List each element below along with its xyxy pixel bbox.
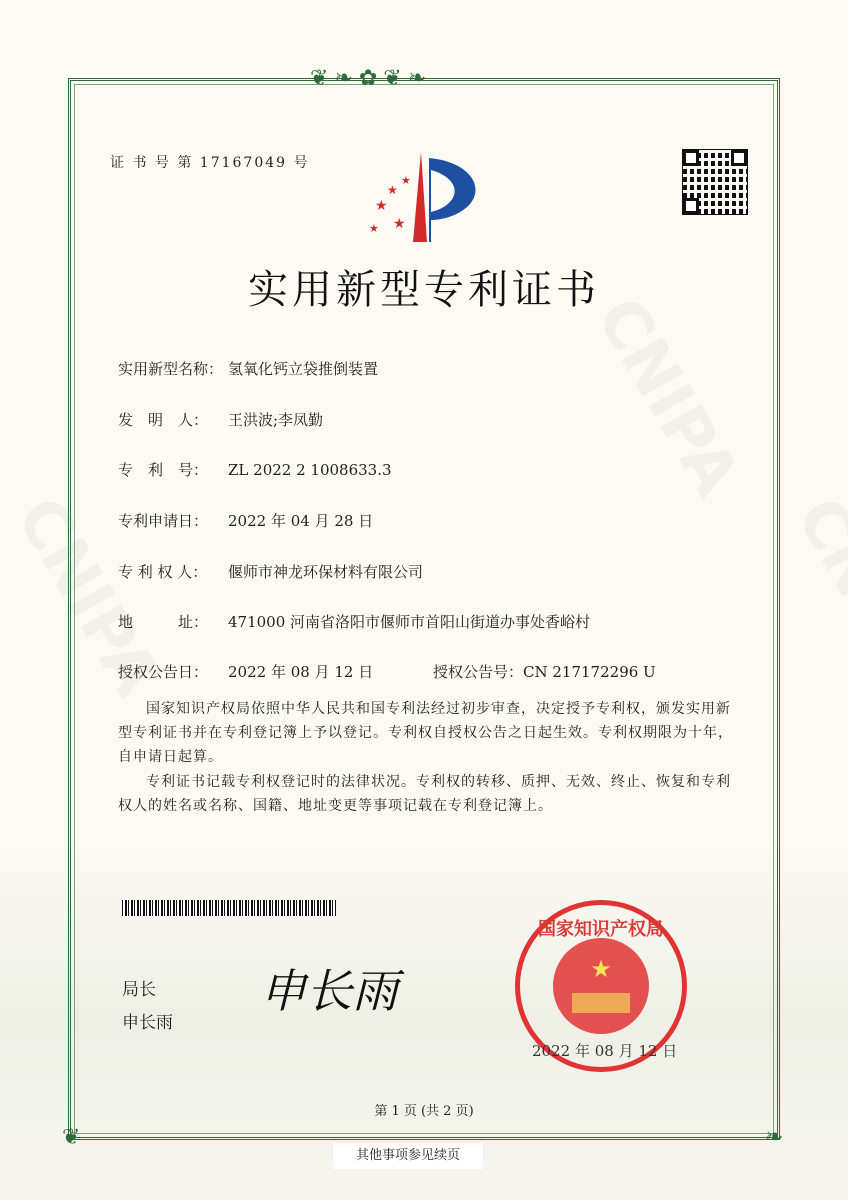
continuation-note: 其他事项参见续页 [333,1143,483,1169]
svg-text:国家知识产权局: 国家知识产权局 [538,919,664,940]
director-title: 局长 [122,980,156,1000]
field-value: 王洪波;李凤勤 [228,411,324,429]
field-label: 地 址： [118,613,209,631]
field-utility-model-name [118,358,378,379]
svg-text:★: ★ [387,183,398,197]
grant-date: 2022 年 08 月 12 日 [228,663,374,681]
field-inventors [118,409,323,430]
grant-date-label: 授权公告日： [118,663,209,681]
director-signature: 申长雨 [260,964,398,1018]
field-value: 471000 河南省洛阳市偃师市首阳山街道办事处香峪村 [228,613,591,631]
svg-text:★: ★ [393,216,406,232]
grant-number-label: 授权公告号： [433,663,524,681]
field-patentee [118,561,423,582]
certificate-number: 证 书 号 第 17167049 号 [110,155,310,171]
corner-ornament: ❧ [765,1125,784,1150]
barcode [122,900,336,916]
seal-date: 2022 年 08 月 12 日 [532,1042,678,1060]
page-number: 第 1 页 (共 2 页) [374,1104,474,1119]
grant-number: CN 217172296 U [523,663,656,681]
field-label: 专 利 权 人： [118,563,208,581]
director-name: 申长雨 [122,1013,173,1033]
document-title: 实用新型专利证书 [248,267,600,313]
svg-text:★: ★ [369,222,379,235]
svg-text:★: ★ [375,198,388,214]
corner-ornament: ❦ [62,1125,81,1150]
field-application-date [118,510,373,531]
field-label: 实用新型名称： [118,360,224,378]
field-label: 专利申请日： [118,512,209,530]
field-label: 专 利 号： [118,461,209,479]
field-value: 氢氧化钙立袋推倒装置 [228,360,379,378]
field-grant [118,661,656,682]
watermark [782,485,848,708]
field-value: ZL 2022 2 1008633.3 [228,461,392,479]
svg-text:★: ★ [590,955,612,983]
top-ornament: ❦❧✿❦❧ [310,66,433,91]
field-label: 发 明 人： [118,411,209,429]
field-address [118,611,590,632]
field-patent-number [118,459,392,480]
field-value: 偃师市神龙环保材料有限公司 [228,563,424,581]
qr-code [683,150,747,214]
field-value: 2022 年 04 月 28 日 [228,512,374,530]
paragraph: 专利证书记载专利权登记时的法律状况。专利权的转移、质押、无效、终止、恢复和专利权人的姓名或名称、国籍、地址变更等事项记载在专利登记簿上。 [118,774,731,814]
paragraph: 国家知识产权局依照中华人民共和国专利法经过初步审查，决定授予专利权，颁发实用新型专利证书并在专利登记簿上予以登记。专利权自授权公告之日起生效。专利权期限为十年，自申请日起算。 [118,701,733,765]
svg-text:★: ★ [401,174,411,187]
cnipa-logo [365,150,490,245]
